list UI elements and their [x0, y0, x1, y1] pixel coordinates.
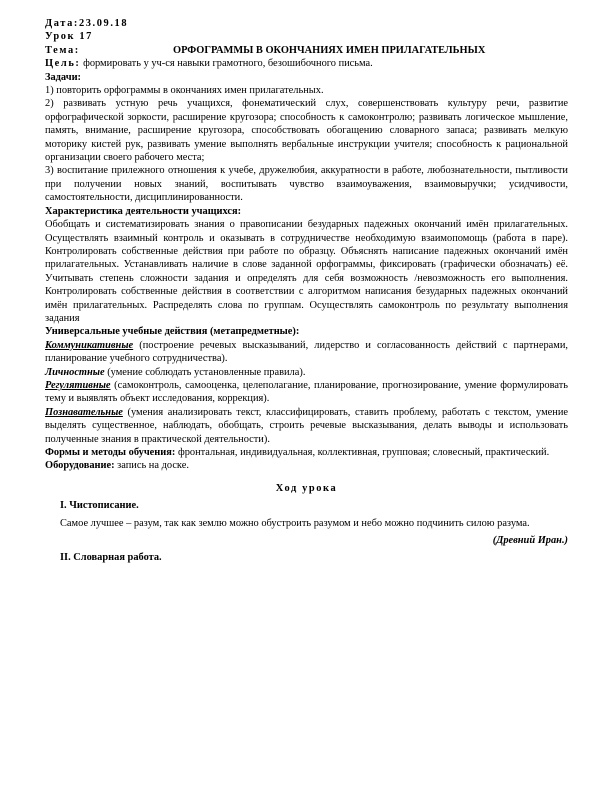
lesson-plan-page [45, 17, 568, 565]
uud-text: (построение речевых высказываний, лидерство и согласованность действий с партнерами, планирование учебного сотрудничества). [45, 339, 568, 365]
equipment-line [45, 459, 568, 472]
topic-label: Тема: [45, 44, 80, 56]
task-item-3: 3) воспитание прилежного отношения к учебе, дружелюбия, аккуратности в работе, любознательности, пытливости при получении новых знаний, воспитывать чувство взаимоуважения, взаимовыручки; усидчивости, самостоятельности, дисциплинированности. [45, 165, 568, 204]
goal-text: формировать у уч-ся навыки грамотного, безошибочного письма. [80, 58, 373, 70]
equipment-text: запись на доске. [114, 460, 189, 472]
uud-term: Личностные [45, 366, 105, 378]
uud-communicative [45, 339, 568, 366]
equipment-label: Оборудование: [45, 460, 115, 472]
task-item-2: 2) развивать устную речь учащихся, фонематический слух, совершенствовать культуру речи, развитие орфографической зоркости, расширение кругозора; способность к самоконтролю; развивать логическое мышление, память, внимание, расширение кругозора, способствовать обогащению словарного запаса; развивать мелкую моторику кистей рук, развивать умение выполнять вербальные инструкции учителя; способность к рациональной организации своего рабочего места; [45, 98, 568, 164]
uud-cognitive [45, 406, 568, 446]
uud-term: Познавательные [45, 406, 123, 418]
forms-label: Формы и методы обучения: [45, 447, 176, 458]
uud-term: Коммуникативные [45, 339, 134, 351]
section-vocabulary: II. Словарная работа. [60, 552, 162, 564]
lesson-date: Дата:23.09.18 [45, 18, 129, 29]
forms-methods [45, 446, 568, 459]
uud-heading: Универсальные учебные действия (метапредметные): [45, 326, 300, 338]
goal-line [45, 57, 568, 70]
lesson-flow-heading: Ход урока [275, 482, 338, 494]
uud-regulatory [45, 379, 568, 406]
uud-text: (умения анализировать текст, классифицировать, ставить проблему, работать с текстом, умение выделять существенное, наблюдать, обобщать, строить речевые высказывания, делать выводы и использовать полученные знания в практической деятельности). [45, 406, 568, 445]
forms-text: фронтальная, индивидуальная, коллективная, групповая; словесный, практический. [175, 447, 550, 458]
lesson-number: Урок 17 [45, 31, 93, 43]
topic-title: ОРФОГРАММЫ В ОКОНЧАНИЯХ ИМЕН ПРИЛАГАТЕЛЬНЫХ [173, 44, 486, 56]
epigraph-quote: Самое лучшее – разум, так как землю можно обустроить разумом и небо можно подчинить силою разума. [60, 517, 530, 529]
activity-heading: Характеристика деятельности учащихся: [45, 205, 242, 217]
section-calligraphy: I. Чистописание. [60, 500, 139, 512]
uud-term: Регулятивные [45, 379, 111, 391]
task-item-1: 1) повторить орфограммы в окончаниях имен прилагательных. [45, 85, 324, 97]
topic-row [45, 44, 568, 57]
goal-label: Цель: [45, 58, 81, 70]
uud-text: (самоконтроль, самооценка, целеполагание, планирование, прогнозирование, умение формулировать тему и выявлять объект исследования, коррекция). [45, 379, 568, 405]
uud-personal [45, 366, 568, 379]
epigraph-attribution: (Древний Иран.) [492, 535, 568, 547]
tasks-heading: Задачи: [45, 71, 82, 83]
activity-text: Обобщать и систематизировать знания о правописании безударных падежных окончаний имён прилагательных. Осуществлять взаимный контроль и оказывать в сотрудничестве необходимую взаимопомощь (работа в паре). Контролировать собственные действия при работе по образцу. Объяснять написание падежных окончаний имён прилагательных. Устанавливать наличие в слове заданной орфограммы, фиксировать (графически обозначать) её. Учитывать степень сложности задания и определять для себя возможность /невозможность его выполнения. Контролировать собственные действия в соответствии с алгоритмом написания безударных падежных окончаний имён прилагательных. Распределять слова по группам. Осуществлять самоконтроль по результату выполнения задания [45, 219, 568, 324]
uud-text: (умение соблюдать установленные правила). [104, 366, 306, 378]
